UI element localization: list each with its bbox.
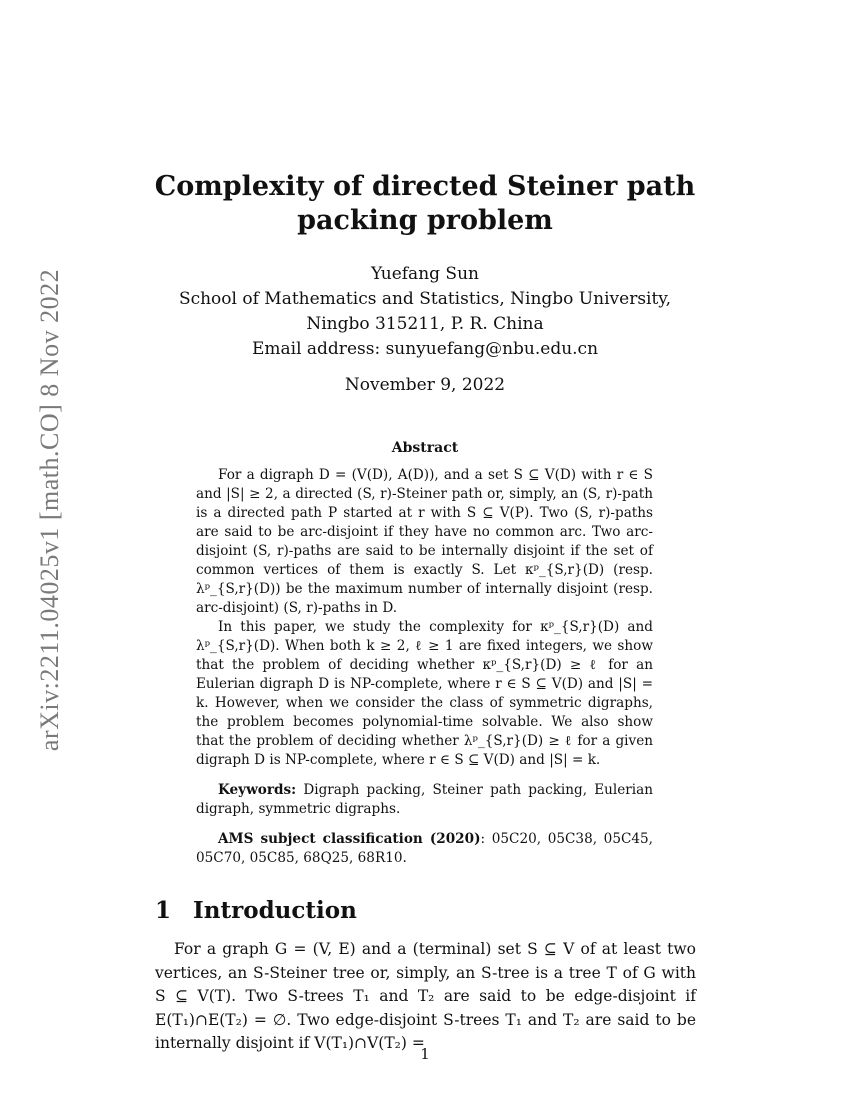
title-line-1: Complexity of directed Steiner path bbox=[154, 171, 696, 202]
introduction-paragraph: For a graph G = (V, E) and a (terminal) set S ⊆ V of at least two vertices, an S-Steiner tree or, simply, an S-tree is a tree T of G with S ⊆ V(T). Two S-trees T₁ and T₂ are said to be edge-disjoint if E(T₁)∩E(T₂) = ∅. Two edge-disjoint S-trees T₁ and T₂ are said to be internally disjoint if V(T₁)∩V(T₂) = bbox=[155, 940, 696, 1052]
paper-date: November 9, 2022 bbox=[344, 375, 506, 395]
title-line-2: packing problem bbox=[297, 205, 553, 236]
author-block bbox=[150, 262, 700, 362]
keywords-label: Keywords: bbox=[218, 782, 297, 798]
affiliation-line-1: School of Mathematics and Statistics, Ningbo University, bbox=[178, 289, 672, 309]
abstract-paragraph-1: For a digraph D = (V(D), A(D)), and a set S ⊆ V(D) with r ∈ S and |S| ≥ 2, a directed (S, r)-Steiner path or, simply, an (S, r)-path is a directed path P started at r with S ⊆ V(P). Two (S, r)-paths are said to be arc-disjoint if they have no common arc. Two arc-disjoint (S, r)-paths are said to be internally disjoint if the set of common vertices of them is exactly S. Let κᵖ_{S,r}(D) (resp. λᵖ_{S,r}(D)) be the maximum number of internally disjoint (resp. arc-disjoint) (S, r)-paths in D. bbox=[196, 467, 653, 616]
keywords bbox=[196, 781, 653, 819]
page-number: 1 bbox=[420, 1045, 430, 1063]
ams-text: : 05C20, 05C38, 05C45, 05C70, 05C85, 68Q25, 68R10. bbox=[196, 831, 653, 866]
arxiv-identifier: arXiv:2211.04025v1 [math.CO] 8 Nov 2022 bbox=[35, 268, 64, 752]
author-email: Email address: sunyuefang@nbu.edu.cn bbox=[251, 339, 599, 359]
abstract-body bbox=[196, 466, 653, 770]
abstract-paragraph-2: In this paper, we study the complexity for κᵖ_{S,r}(D) and λᵖ_{S,r}(D). When both k ≥ 2, ℓ ≥ 1 are fixed integers, we show that the problem of deciding whether κᵖ_{S,r}(D) ≥ ℓ for an Eulerian digraph D is NP-complete, where r ∈ S ⊆ V(D) and |S| = k. However, when we consider the class of symmetric digraphs, the problem becomes polynomial-time solvable. We also show that the problem of deciding whether λᵖ_{S,r}(D) ≥ ℓ for a given digraph D is NP-complete, where r ∈ S ⊆ V(D) and |S| = k. bbox=[196, 619, 653, 768]
section-number: 1 bbox=[155, 897, 172, 924]
section-heading bbox=[155, 897, 357, 924]
affiliation-line-2: Ningbo 315211, P. R. China bbox=[306, 314, 544, 334]
section-title: Introduction bbox=[193, 897, 357, 924]
author-name: Yuefang Sun bbox=[371, 264, 479, 284]
abstract-heading: Abstract bbox=[391, 440, 459, 456]
ams-label: AMS subject classification (2020) bbox=[218, 831, 481, 847]
paper-title bbox=[150, 170, 700, 238]
ams-classification bbox=[196, 830, 653, 868]
keywords-text: Digraph packing, Steiner path packing, Eulerian digraph, symmetric digraphs. bbox=[196, 782, 653, 817]
